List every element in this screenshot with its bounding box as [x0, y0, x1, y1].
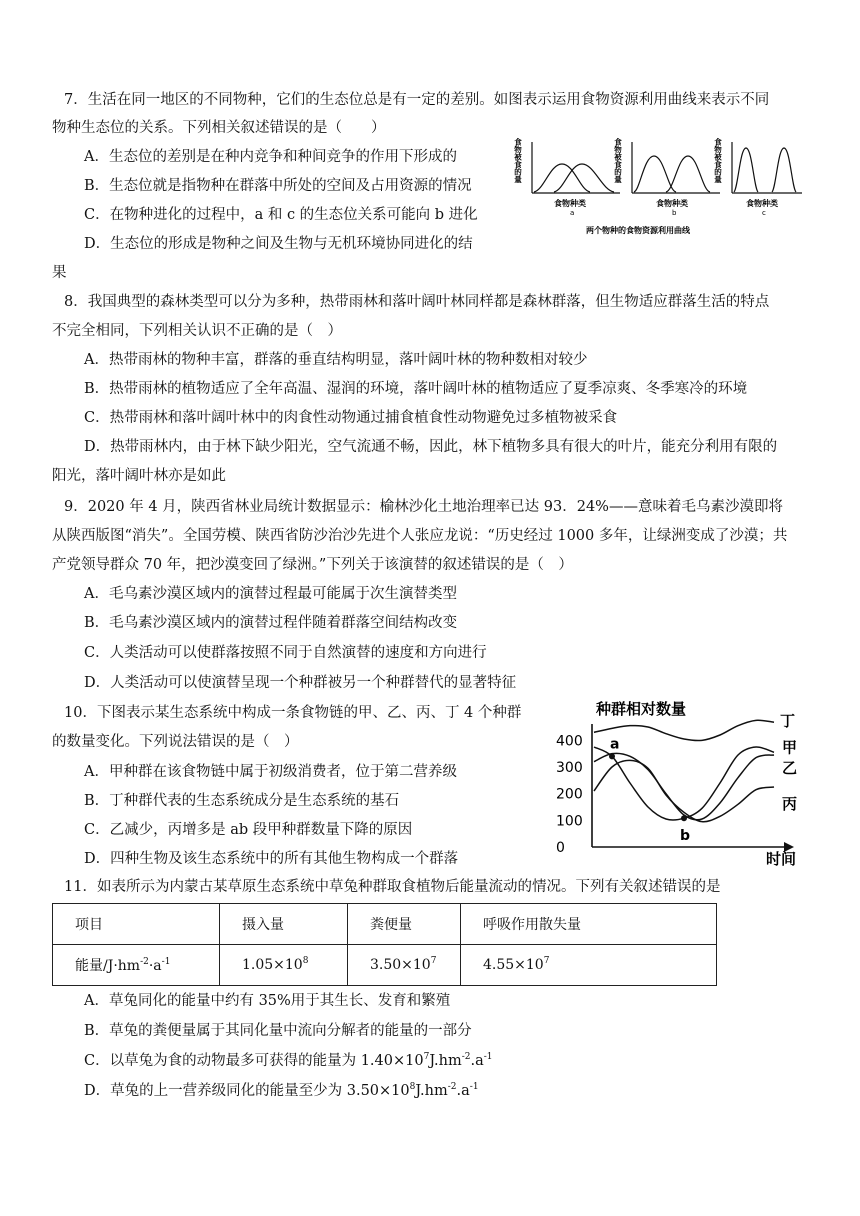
q7-panel-b-letter: b — [672, 209, 677, 217]
q9-stem-line3: 产党领导群众 70 年，把沙漠变回了绿洲。”下列关于该演替的叙述错误的是（ ） — [52, 557, 573, 573]
q7-panel-c-xlabel: 食物种类 — [746, 199, 778, 208]
table-header-intake: 摄入量 — [220, 904, 348, 945]
chart-series-line-1 — [594, 747, 774, 820]
chart-annotation-point-0 — [609, 753, 615, 759]
chart-annotation-point-1 — [681, 815, 687, 821]
q7-panel-c — [713, 137, 802, 217]
table-row — [53, 904, 717, 945]
q10-option-a: A．甲种群在该食物链中属于初级消费者，位于第二营养级 — [84, 764, 457, 780]
chart-series-line-2 — [594, 753, 774, 819]
chart-ytick-label: 400 — [556, 733, 583, 750]
q9-option-d: D．人类活动可以使演替呈现一个种群被另一个种群替代的显著特征 — [84, 675, 517, 691]
chart-xlabel: 时间 — [766, 850, 797, 868]
chart-ytick-label: 200 — [556, 786, 583, 803]
q9-option-a: A．毛乌素沙漠区域内的演替过程最可能属于次生演替类型 — [84, 586, 457, 602]
q10-option-b: B．丁种群代表的生态系统成分是生态系统的基石 — [84, 793, 400, 809]
q7-option-d-line2: 果 — [52, 265, 67, 281]
q8-option-d-line2: 阳光，落叶阔叶林亦是如此 — [52, 468, 226, 484]
q9-option-b: B．毛乌素沙漠区域内的演替过程伴随着群落空间结构改变 — [84, 615, 458, 631]
q11-option-b: B．草兔的粪便量属于其同化量中流向分解者的能量的一部分 — [84, 1023, 472, 1039]
q8-option-d-line1: D．热带雨林内，由于林下缺少阳光，空气流通不畅，因此，林下植物多具有很大的叶片，能充分利用有限的 — [84, 439, 778, 455]
table-header-respiration: 呼吸作用散失量 — [461, 904, 717, 945]
table-row — [53, 945, 717, 986]
q7-stem-line1: 7．生活在同一地区的不同物种，它们的生态位总是有一定的差别。如图表示运用食物资源利用曲线来表示不同 — [64, 92, 770, 108]
q7-panel-c-ylabel: 食物被食的量 — [713, 138, 723, 183]
table-row-label: 能量$/J\cdot hm^{-2}\cdot a^{-1}$ — [53, 945, 220, 986]
q8-option-a: A．热带雨林的物种丰富，群落的垂直结构明显，落叶阔叶林的物种数相对较少 — [84, 352, 588, 368]
q11-option-d: D．草兔的上一营养级同化的能量至少为 $3.50\times 10^8J.hm^{-2}.a^{-1}$ — [84, 1082, 479, 1099]
chart-series-label-0: 丁 — [780, 712, 796, 731]
chart-ytick-label: 0 — [556, 840, 565, 856]
table-cell-respiration: $4.55\times 10^7$ — [461, 945, 717, 986]
q8-stem-line1: 8．我国典型的森林类型可以分为多种，热带雨林和落叶阔叶林同样都是森林群落，但生物适应群落生活的特点 — [64, 294, 770, 310]
q7-panel-c-curve-2 — [772, 148, 796, 192]
table-header-item: 项目 — [53, 904, 220, 945]
q7-panel-a-xlabel: 食物种类 — [554, 199, 586, 208]
chart-y-ticks — [556, 733, 583, 856]
q7-option-d-line1: D．生态位的形成是物种之间及生物与无机环境协同进化的结 — [84, 236, 473, 252]
q9-option-c: C．人类活动可以使群落按照不同于自然演替的速度和方向进行 — [84, 645, 487, 661]
q11-option-c: C．以草兔为食的动物最多可获得的能量为 $1.40\times 10^7J.hm^{-2}.a^{-1}$ — [84, 1052, 493, 1069]
q7-panel-a — [513, 137, 623, 217]
q7-panel-b-curve-1 — [634, 156, 676, 192]
q10-option-c: C．乙减少，丙增多是 ab 段甲种群数量下降的原因 — [84, 822, 413, 838]
q7-panel-b-xlabel: 食物种类 — [656, 199, 688, 208]
q10-population-chart — [552, 692, 810, 872]
chart-series-label-1: 甲 — [782, 738, 798, 757]
q7-panel-b-curve-2 — [666, 156, 710, 192]
q10-stem-line1: 10．下图表示某生态系统中构成一条食物链的甲、乙、丙、丁 4 个种群 — [64, 705, 522, 721]
chart-ytick-label: 100 — [556, 813, 583, 830]
q8-stem-line2: 不完全相同，下列相关认识不正确的是（ ） — [52, 323, 342, 339]
q7-panel-a-curve-1 — [534, 164, 590, 192]
q7-panel-a-ylabel: 食物被食的量 — [513, 138, 523, 183]
q10-option-d: D．四种生物及该生态系统中的所有其他生物构成一个群落 — [84, 851, 459, 867]
table-cell-intake: $1.05\times 10^8$ — [220, 945, 348, 986]
chart-annotation-label-1: b — [680, 828, 691, 845]
q7-panel-b — [613, 137, 723, 217]
q7-option-b: B．生态位就是指物种在群落中所处的空间及占用资源的情况 — [84, 178, 472, 194]
table-header-feces: 粪便量 — [348, 904, 461, 945]
table-cell-feces: $3.50\times 10^7$ — [348, 945, 461, 986]
chart-annotation-label-0: a — [610, 736, 620, 753]
q7-panel-c-curve-1 — [734, 148, 758, 192]
chart-ylabel: 种群相对数量 — [596, 700, 687, 718]
chart-series-labels — [780, 712, 797, 813]
chart-annotations — [609, 736, 690, 844]
q11-option-a: A．草兔同化的能量中约有 35%用于其生长、发育和繁殖 — [84, 993, 451, 1009]
q7-panel-a-letter: a — [570, 209, 575, 217]
q8-option-c: C．热带雨林和落叶阔叶林中的肉食性动物通过捕食植食性动物避免过多植物被采食 — [84, 410, 618, 426]
q9-stem-line1: 9．2020 年 4 月，陕西省林业局统计数据显示：榆林沙化土地治理率已达 93．24%——意味着毛乌素沙漠即将 — [64, 499, 783, 515]
chart-series-lines — [594, 720, 774, 822]
q7-option-c: C．在物种进化的过程中，a 和 c 的生态位关系可能向 b 进化 — [84, 207, 478, 223]
q7-figure-caption: 两个物种的食物资源利用曲线 — [586, 226, 690, 235]
chart-series-label-2: 乙 — [782, 759, 798, 777]
q10-stem-line2: 的数量变化。下列说法错误的是（ ） — [52, 734, 299, 750]
q7-panel-b-ylabel: 食物被食的量 — [613, 138, 623, 183]
q7-stem-line2: 物种生态位的关系。下列相关叙述错误的是（ ） — [52, 120, 386, 136]
q11-stem: 11．如表所示为内蒙古某草原生态系统中草兔种群取食植物后能量流动的情况。下列有关叙述错误的是 — [64, 879, 721, 895]
q7-resource-curves-figure — [510, 128, 810, 240]
q7-panel-c-letter: c — [762, 209, 766, 217]
chart-series-label-3: 丙 — [782, 795, 798, 813]
q9-stem-line2: 从陕西版图“消失”。全国劳模、陕西省防沙治沙先进个人张应龙说：“历史经过 1000 多年，让绿洲变成了沙漠；共 — [52, 528, 788, 544]
q7-option-a: A．生态位的差别是在种内竞争和种间竞争的作用下形成的 — [84, 149, 457, 165]
q11-energy-table — [52, 903, 717, 986]
q8-option-b: B．热带雨林的植物适应了全年高温、湿润的环境，落叶阔叶林的植物适应了夏季凉爽、冬季寒冷的环境 — [84, 381, 748, 397]
chart-ytick-label: 300 — [556, 760, 583, 776]
chart-series-line-0 — [594, 720, 774, 740]
